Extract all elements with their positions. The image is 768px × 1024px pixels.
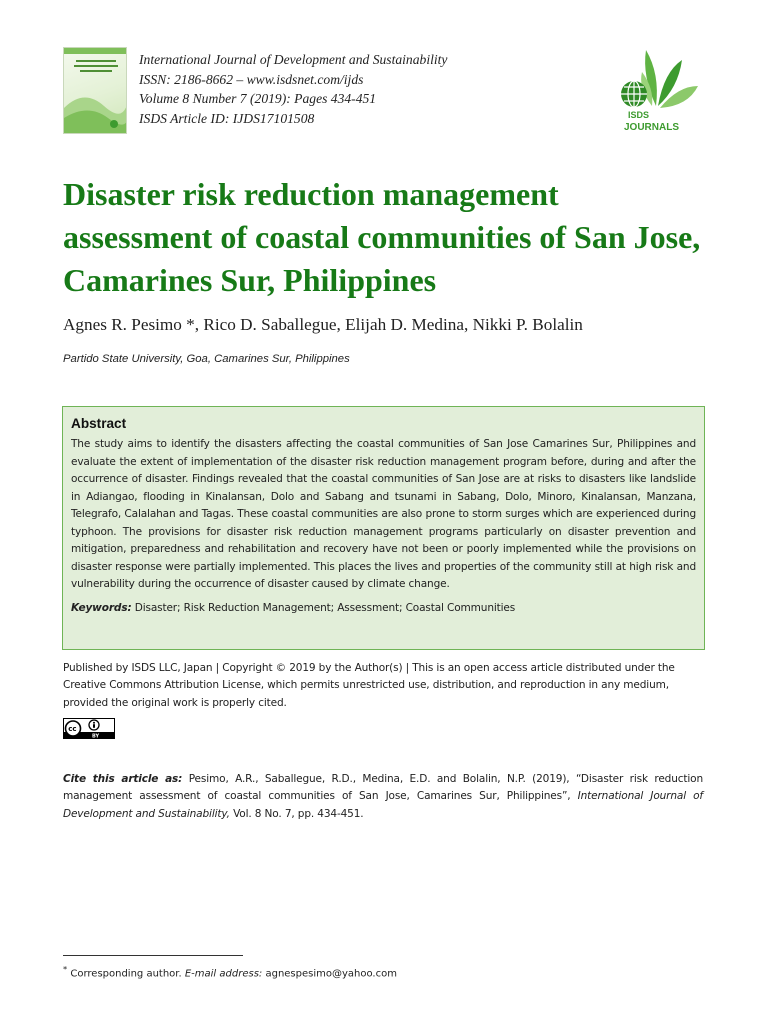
citation-text: Pesimo, A.R., Saballegue, R.D., Medina, E.D. and Bolalin, N.P. (2019), “Disaster risk reduction management assessment of coastal communities of San Jose, Camarines Sur, Philippines”, bbox=[63, 773, 704, 803]
cc-by-icon[interactable] bbox=[63, 718, 115, 739]
journal-issn: ISSN: 2186-8662 – www.isdsnet.com/ijds bbox=[139, 71, 364, 87]
author-list: Agnes R. Pesimo *, Rico D. Saballegue, Elijah D. Medina, Nikki P. Bolalin bbox=[63, 315, 583, 334]
citation-label: Cite this article as: bbox=[63, 773, 183, 785]
footnote-label: Corresponding author. bbox=[70, 968, 182, 980]
isds-leaf-globe-icon bbox=[612, 46, 702, 134]
citation-details: Vol. 8 No. 7, pp. 434-451. bbox=[233, 807, 364, 820]
citation-journal: International Journal of Development and Sustainability, bbox=[63, 790, 703, 820]
affiliation: Partido State University, Goa, Camarines Sur, Philippines bbox=[63, 353, 350, 365]
footnote-marker: * bbox=[63, 964, 68, 974]
journal-name: International Journal of Development and Sustainability bbox=[139, 52, 448, 67]
license-statement: Published by ISDS LLC, Japan | Copyright © 2019 by the Author(s) | This is an open access article distributed under the Creative Commons Attribution License, which permits unrestricted use, distribution, and reproduction in any medium, provided the original work is properly cited. bbox=[63, 662, 675, 709]
journal-volume: Volume 8 Number 7 (2019): Pages 434-451 bbox=[139, 91, 377, 106]
citation-block bbox=[63, 771, 703, 823]
abstract-heading: Abstract bbox=[71, 416, 127, 431]
footnote bbox=[63, 964, 397, 979]
cc-badge-graphic bbox=[63, 718, 115, 739]
abstract-box bbox=[62, 406, 705, 650]
logo-line1: ISDS bbox=[628, 110, 650, 120]
cover-art bbox=[64, 48, 127, 134]
email-label: E-mail address: bbox=[184, 968, 263, 980]
journal-cover-thumbnail bbox=[63, 47, 127, 134]
logo-line2: JOURNALS bbox=[624, 122, 680, 133]
keywords-label: Keywords: bbox=[71, 601, 132, 614]
journal-header bbox=[139, 50, 447, 128]
svg-text:cc: cc bbox=[68, 725, 77, 734]
journal-article-id: ISDS Article ID: IJDS17101508 bbox=[139, 110, 315, 126]
abstract-text: The study aims to identify the disasters affecting the coastal communities of San Jose Camarines Sur, Philippines and evaluate the extent of implementation of the disaster risk reduction management program before, during and after the occurrence of disaster. Findings revealed that the coastal communities of San Jose are at risks to disasters like landslide in Adiangao, flooding in Kinalansan, Dolo and Sabang and tsunami in Sabang, Dolo, Minoro, Kinalansan, Manzana, Telegrafo, Calalahan and Tagas. These coastal communities are also prone to storm surges which are experienced during typhoon. The provisions for disaster risk reduction management programs particularly on disaster prevention and mitigation, preparedness and rehabilitation and recovery have not been or poorly implemented while the provisions on disaster response were partially implemented. This places the lives and properties of the community still at high risk and vulnerability during the occurrence of disaster caused by climate change. bbox=[71, 438, 696, 590]
keywords-text: Disaster; Risk Reduction Management; Assessment; Coastal Communities bbox=[134, 601, 516, 614]
svg-text:BY: BY bbox=[92, 733, 100, 739]
email-address[interactable]: agnespesimo@yahoo.com bbox=[265, 968, 397, 980]
paper-title: Disaster risk reduction management assessment of coastal communities of San Jose, Camarines Sur, Philippines bbox=[63, 176, 701, 298]
keywords-line bbox=[71, 602, 696, 614]
footnote-divider bbox=[63, 955, 243, 956]
isds-journals-logo bbox=[612, 46, 702, 134]
